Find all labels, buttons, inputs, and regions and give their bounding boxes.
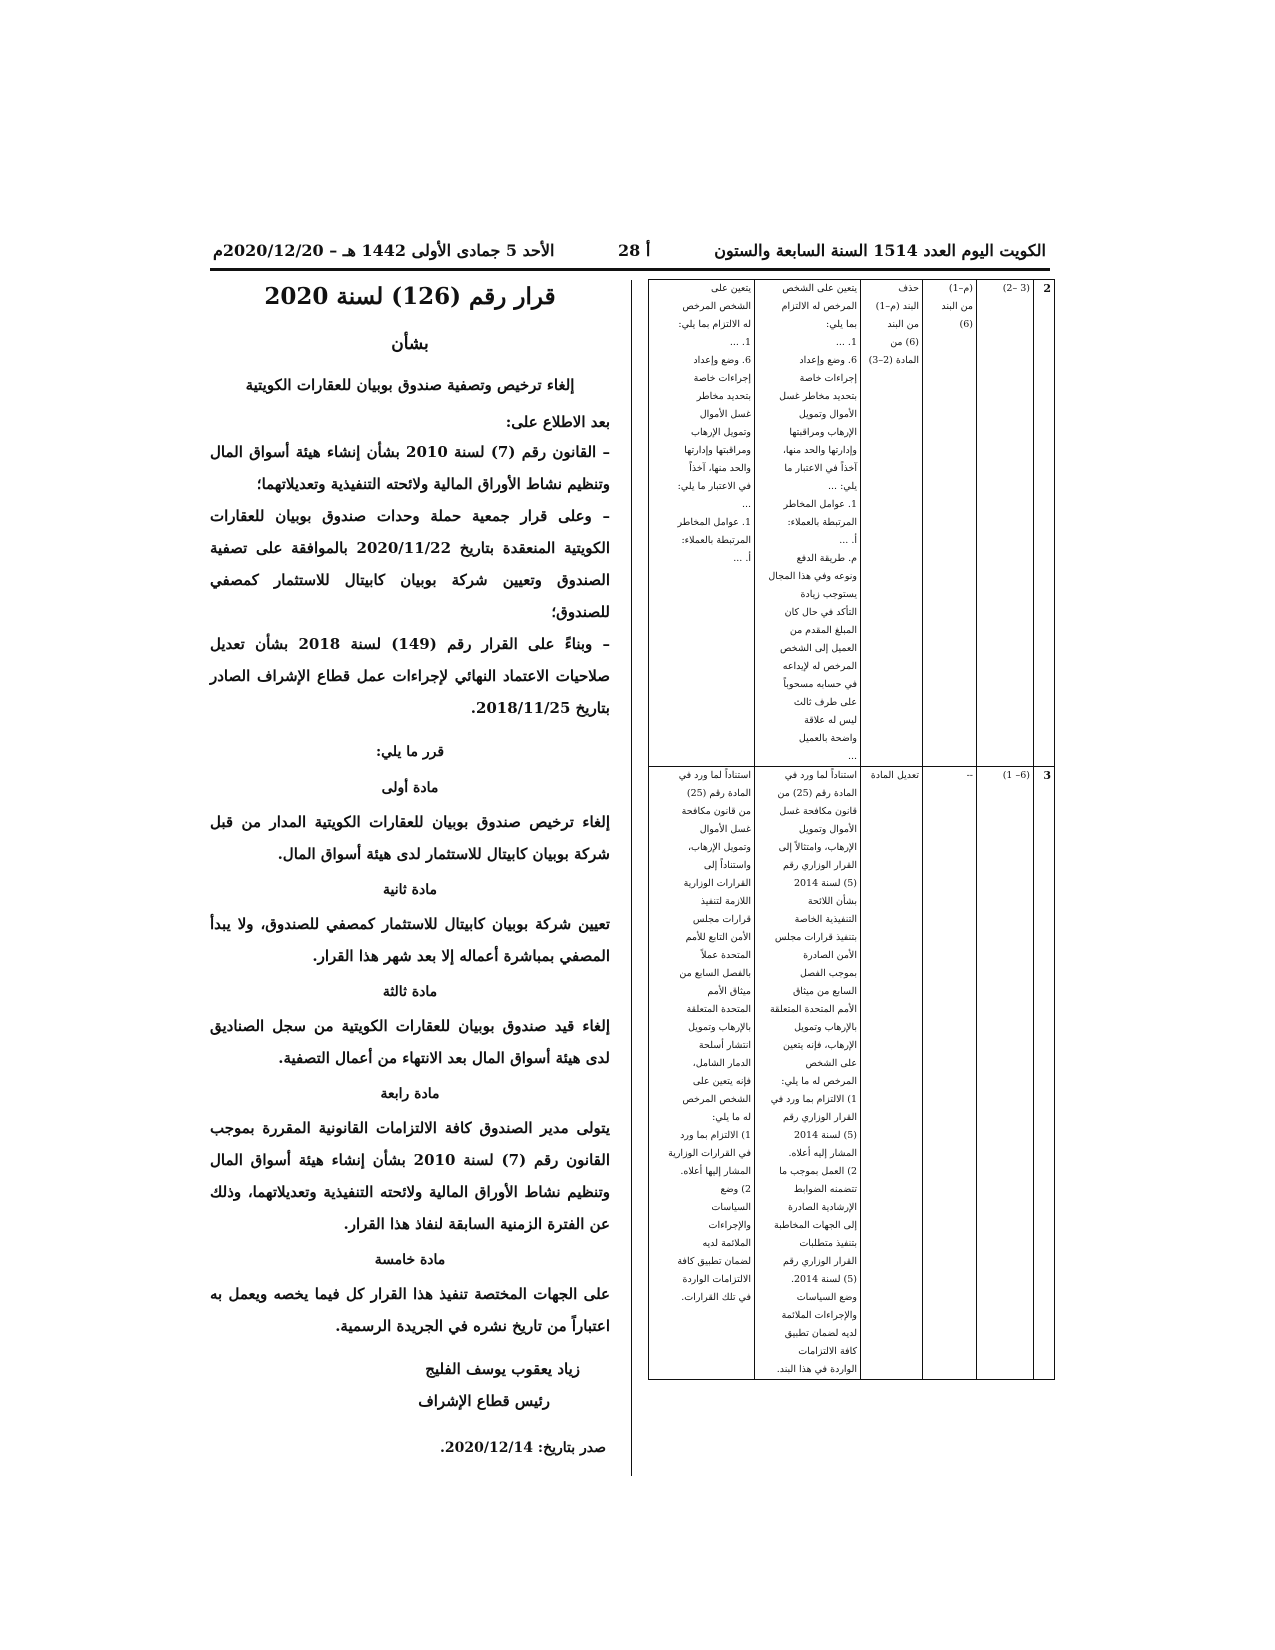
old-text [649, 767, 755, 1380]
cell-line: يلي: ... [828, 481, 857, 492]
signatory-title: رئيس قطاع الإشراف [418, 1392, 550, 1410]
cell-line: السياسات [711, 1202, 751, 1213]
row-number: 2 [1034, 280, 1055, 767]
cell-line: (6) [959, 319, 973, 330]
cell-line: والإجراءات الملائمة [781, 1310, 857, 1321]
cell-line: له ما يلي: [712, 1112, 751, 1123]
cell-line: البند (م–1) من البند [875, 301, 919, 330]
cell-line: بما يلي: [826, 319, 857, 330]
cell-line: المشار إليها أعلاه. [680, 1166, 751, 1177]
cell-line: (6) من [890, 337, 919, 348]
cell-line: في حسابه مسحوباً [783, 679, 857, 690]
header-rule [210, 268, 1050, 271]
cell-line: المرخص له الالتزام [781, 301, 857, 312]
preamble-item: – القانون رقم (7) لسنة 2010 بشأن إنشاء هيئة أسواق المال وتنظيم نشاط الأوراق المالية ولائحته التنفيذية وتعديلاتهما؛ [210, 443, 610, 493]
cell-line: استناداً لما ورد في [784, 770, 857, 781]
cell-line: ونوعه وفي هذا المجال [768, 571, 857, 582]
cell-line: حذف [898, 283, 919, 294]
cell-line: بتحديد مخاطر [696, 391, 751, 402]
cell-line: بتنفيذ متطلبات [799, 1238, 857, 1249]
cell-line: قرارات مجلس [692, 914, 751, 925]
cell-line: في تلك القرارات. [681, 1292, 751, 1303]
cell-line: الأمن التابع للأمم [685, 932, 751, 943]
cell-line: القرار الوزاري رقم [783, 860, 857, 871]
cell-line: بالإرهاب وتمويل [688, 1022, 751, 1033]
cell-line: (5) لسنة 2014. [790, 1274, 857, 1285]
cell-line: الأمن الصادرة [803, 950, 857, 961]
cell-line: الالتزامات الواردة [682, 1274, 751, 1285]
cell-line: 1. ... [835, 337, 857, 348]
cell-line: لضمان تطبيق كافة [677, 1256, 751, 1267]
cell-line: الأموال وتمويل [798, 409, 857, 420]
preamble-intro: بعد الاطلاع على: [505, 413, 610, 431]
amendment-action [861, 280, 923, 767]
cell-line: ومراقبتها وإدارتها [684, 445, 751, 456]
cell-line: 2) العمل بموجب ما [779, 1166, 857, 1177]
cell-line: (م–1) [948, 283, 973, 294]
cell-line: وتمويل الإرهاب [691, 427, 751, 438]
cell-line: المادة (2–3) [868, 355, 919, 366]
cell-line: المشار إليه أعلاه. [788, 1148, 857, 1159]
cell-line: غسل الأموال [699, 824, 751, 835]
cell-line: 2) وضع [720, 1184, 751, 1195]
cell-line: ... [741, 499, 751, 510]
cell-line: 1) الالتزام بما ورد في [770, 1094, 857, 1105]
cell-line: أ. ... [733, 553, 751, 564]
cell-line: إجراءات خاصة [693, 373, 751, 384]
article-text: تعيين شركة بوبيان كابيتال للاستثمار كمصفي للصندوق، ولا يبدأ المصفي بمباشرة أعماله إلا بعد شهر هذا القرار. [210, 915, 610, 965]
cell-line: من البند [941, 301, 973, 312]
article-heading: مادة ثالثة [382, 984, 438, 1000]
amendments-table [648, 279, 1055, 1380]
article-heading: مادة رابعة [380, 1086, 440, 1102]
cell-line: 1. عوامل المخاطر [783, 499, 857, 510]
resolved-line: قرر ما يلي: [375, 744, 445, 760]
cell-line: بتحديد مخاطر غسل [779, 391, 857, 402]
cell-line: المرتبطة بالعملاء: [787, 517, 857, 528]
cell-line: استناداً لما ورد في [678, 770, 751, 781]
cell-line: في القرارات الوزارية [668, 1148, 751, 1159]
old-text [649, 280, 755, 767]
cell-line: بتنفيذ قرارات مجلس [774, 932, 857, 943]
cell-line: وتمويل الإرهاب، [687, 842, 751, 853]
article-ref: (6– 1) [977, 767, 1034, 1380]
cell-line: إجراءات خاصة [799, 373, 857, 384]
cell-line: العميل إلى الشخص [780, 643, 857, 654]
cell-line: (5) لسنة 2014 [793, 878, 857, 889]
page-header [213, 241, 1046, 265]
cell-line: إلى الجهات المخاطبة [774, 1220, 857, 1231]
cell-line: القرار الوزاري رقم [783, 1112, 857, 1123]
cell-line: له الالتزام بما يلي: [678, 319, 751, 330]
cell-line: على الشخص [805, 1058, 857, 1069]
article-ref: (3 –2) [977, 280, 1034, 767]
cell-line: من قانون مكافحة [681, 806, 751, 817]
cell-line: الشخص المرخص [682, 1094, 751, 1105]
cell-line: 1. عوامل المخاطر [677, 517, 751, 528]
table-row [649, 767, 1055, 1380]
cell-line: الأمم المتحدة المتعلقة [769, 1004, 857, 1015]
cell-line: 6. وضع وإعداد [693, 355, 751, 366]
cell-line: 1. ... [729, 337, 751, 348]
cell-line: ميثاق الأمم [707, 986, 751, 997]
cell-line: غسل الأموال [699, 409, 751, 420]
cell-line: 6. وضع وإعداد [799, 355, 857, 366]
issue-date: الأحد 5 جمادى الأولى 1442 هـ – 2020/12/20م [213, 241, 555, 260]
cell-line: على طرف ثالث [793, 697, 857, 708]
table-row [649, 280, 1055, 767]
cell-line: السابع من ميثاق [792, 986, 857, 997]
cell-line: وإدارتها والحد منها، [782, 445, 857, 456]
cell-line: بشأن اللائحة [807, 896, 857, 907]
cell-line: الإرهاب ومراقبتها [789, 427, 857, 438]
cell-line: الإرهاب، وامتثالاً إلى [778, 842, 857, 853]
article-heading: مادة أولى [381, 780, 439, 796]
sub-clause [923, 280, 977, 767]
article-text: إلغاء قيد صندوق بوبيان للعقارات الكويتية من سجل الصناديق لدى هيئة أسواق المال بعد الانتهاء من أعمال التصفية. [210, 1017, 610, 1067]
cell-line: قانون مكافحة غسل [779, 806, 857, 817]
cell-line: تتضمنه الضوابط [793, 1184, 857, 1195]
new-text [755, 280, 861, 767]
page-number: أ 28 [618, 241, 651, 260]
cell-line: في الاعتبار ما يلي: [677, 481, 751, 492]
article-heading: مادة خامسة [374, 1252, 446, 1268]
cell-line: آخذاً في الاعتبار ما [784, 463, 857, 474]
signatory-name: زياد يعقوب يوسف الفليج [425, 1360, 580, 1378]
cell-line: (5) لسنة 2014 [793, 1130, 857, 1141]
cell-line: المرخص له ما يلي: [781, 1076, 857, 1087]
cell-line: ليس له علاقة [804, 715, 857, 726]
cell-line: اللازمة لتنفيذ [700, 896, 751, 907]
issued-date: صدر بتاريخ: 2020/12/14. [440, 1440, 607, 1456]
cell-line: -- [966, 770, 973, 781]
article-text: على الجهات المختصة تنفيذ هذا القرار كل فيما يخصه ويعمل به اعتباراً من تاريخ نشره في الجريدة الرسمية. [210, 1285, 610, 1335]
cell-line: يستوجب زيادة [800, 589, 857, 600]
cell-line: التأكد في حال كان [784, 607, 857, 618]
cell-line: الإرهاب، فإنه يتعين [783, 1040, 857, 1051]
row-number: 3 [1034, 767, 1055, 1380]
preamble-item: – وبناءً على القرار رقم (149) لسنة 2018 بشأن تعديل صلاحيات الاعتماد النهائي لإجراءات عمل قطاع الإشراف الصادر بتاريخ 2018/11/25. [210, 635, 611, 717]
decision-subject: إلغاء ترخيص وتصفية صندوق بوبيان للعقارات الكويتية [245, 376, 575, 394]
cell-line: كافة الالتزامات [798, 1346, 857, 1357]
cell-line: المادة رقم (25) من [777, 788, 857, 799]
decision-title: قرار رقم (126) لسنة 2020 [264, 283, 556, 310]
cell-line: الواردة في هذا البند. [776, 1364, 857, 1375]
cell-line: وضع السياسات [796, 1292, 857, 1303]
article-heading: مادة ثانية [383, 882, 437, 898]
cell-line: المرخص له لإيداعه [782, 661, 857, 672]
article-text: إلغاء ترخيص صندوق بوبيان للعقارات الكويتية المدار من قبل شركة بوبيان كابيتال للاستثمار لدى هيئة أسواق المال. [210, 813, 610, 863]
cell-line: المبلغ المقدم من [789, 625, 857, 636]
preamble-item: – وعلى قرار جمعية حملة وحدات صندوق بوبيان للعقارات الكويتية المنعقدة بتاريخ 2020/11/22 بالموافقة على تصفية الصندوق وتعيين شركة بوبيان كابيتال للاستثمار كمصفي للصندوق؛ [210, 507, 610, 621]
cell-line: واضحة بالعميل [798, 733, 857, 744]
cell-line: الشخص المرخص [682, 301, 751, 312]
cell-line: التنفيذية الخاصة [794, 914, 857, 925]
cell-line: يتعين على [711, 283, 751, 294]
cell-line: الإرشادية الصادرة [788, 1202, 857, 1213]
cell-line: والإجراءات [708, 1220, 751, 1231]
column-divider [631, 280, 632, 1476]
cell-line: بالإرهاب وتمويل [794, 1022, 857, 1033]
article-text: يتولى مدير الصندوق كافة الالتزامات القانونية المقررة بموجب القانون رقم (7) لسنة 2010 بشأن إنشاء هيئة أسواق المال وتنظيم نشاط الأوراق المالية ولائحته التنفيذية وتعديلاتهما، وذلك عن الفترة الزمنية السابقة لنفاذ هذا القرار. [210, 1119, 610, 1233]
cell-line: الملائمة لديه [702, 1238, 751, 1249]
new-text [755, 767, 861, 1380]
cell-line: القرارات الوزارية [683, 878, 751, 889]
cell-line: الدمار الشامل، [692, 1058, 751, 1069]
gazette-issue: الكويت اليوم العدد 1514 السنة السابعة والستون [714, 241, 1046, 260]
cell-line: والحد منها، آخذاً [689, 463, 751, 474]
sub-clause [923, 767, 977, 1380]
cell-line: بالفصل السابع من [679, 968, 751, 979]
cell-line: فإنه يتعين على [692, 1076, 751, 1087]
cell-line: المرتبطة بالعملاء: [681, 535, 751, 546]
cell-line: م. طريقة الدفع [796, 553, 857, 564]
cell-line: المتحدة عملاً [701, 950, 751, 961]
cell-line: واستناداً إلى [703, 860, 751, 871]
cell-line: لديه لضمان تطبيق [784, 1328, 857, 1339]
decision-body [210, 282, 610, 1410]
cell-line: بموجب الفصل [799, 968, 857, 979]
cell-line: انتشار أسلحة [698, 1040, 751, 1051]
cell-line: يتعين على الشخص [782, 283, 857, 294]
cell-line: المادة رقم (25) [686, 788, 751, 799]
decision-about: بشأن [391, 334, 429, 354]
cell-line: أ. ... [839, 535, 857, 546]
cell-line: تعديل المادة [870, 770, 919, 781]
cell-line: المتحدة المتعلقة [686, 1004, 751, 1015]
cell-line: الأموال وتمويل [798, 824, 857, 835]
amendment-action [861, 767, 923, 1380]
cell-line: 1) الالتزام بما ورد [680, 1130, 751, 1141]
cell-line: ... [847, 751, 857, 762]
cell-line: القرار الوزاري رقم [783, 1256, 857, 1267]
